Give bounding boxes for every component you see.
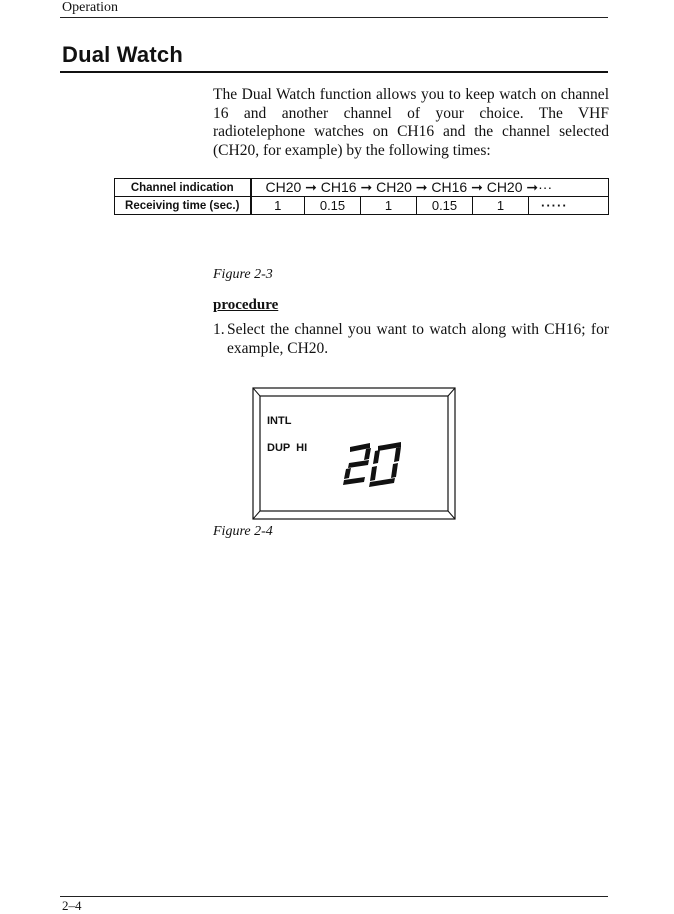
receiving-time-cell: 1 [473, 197, 529, 215]
intro-paragraph: The Dual Watch function allows you to keep watch on channel 16 and another channel of your choice. The VHF radiotelephone watches on CH16 and the channel selected (CH20, for example) by the following times: [213, 86, 609, 159]
figure-2-4-caption: Figure 2-4 [213, 524, 273, 539]
footer-rule [60, 896, 608, 897]
figure-2-3-caption: Figure 2-3 [213, 267, 273, 282]
procedure-heading: procedure [213, 297, 279, 313]
header-rule [60, 17, 608, 18]
dual-watch-timing-table [114, 178, 609, 215]
page-header-label: Operation [62, 0, 118, 15]
receiving-time-cell: 0.15 [305, 197, 361, 215]
channel-sequence: CH20 ➞ CH16 ➞ CH20 ➞ CH16 ➞ CH20 ➞··· [251, 179, 609, 197]
receiving-time-cell: 1 [361, 197, 417, 215]
section-title: Dual Watch [62, 42, 183, 67]
procedure-step-1 [213, 321, 609, 358]
table-header-channel-indication: Channel indication [115, 179, 251, 197]
table-row-receiving-time [115, 197, 609, 215]
receiving-time-cell: 0.15 [417, 197, 473, 215]
step-text: Select the channel you want to watch along with CH16; for example, CH20. [227, 321, 609, 357]
page-number: 2–4 [62, 898, 82, 913]
lcd-intl-indicator: INTL [267, 415, 292, 427]
table-row-channel-indication [115, 179, 609, 197]
receiving-time-cell: ····· [529, 197, 609, 215]
lcd-channel-digits [343, 442, 401, 487]
receiving-time-cell: 1 [251, 197, 305, 215]
step-number: 1. [213, 321, 225, 338]
section-rule [60, 71, 608, 73]
lcd-display-figure [252, 387, 456, 520]
table-header-receiving-time: Receiving time (sec.) [115, 197, 251, 215]
lcd-dup-hi-indicator: DUP HI [267, 442, 308, 454]
